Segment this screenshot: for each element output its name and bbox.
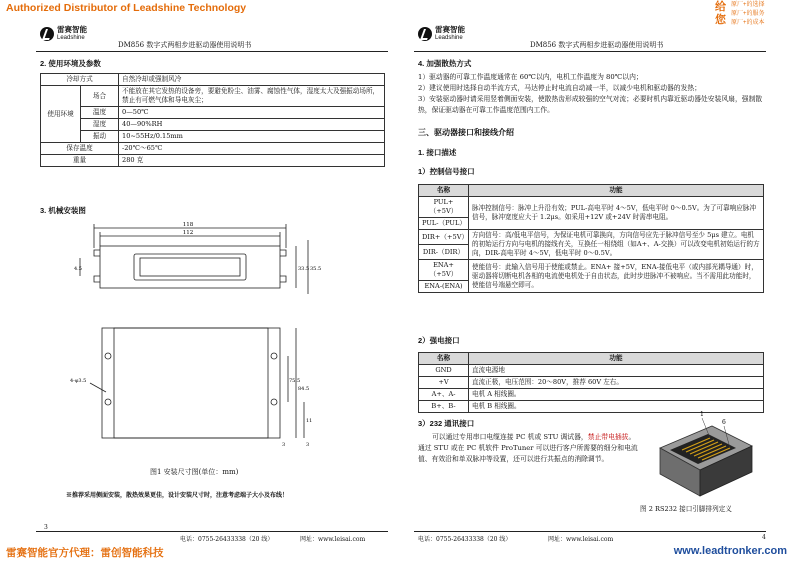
pwr-func-gnd: 直流电源地 bbox=[469, 365, 764, 377]
footer-web-left: 网址：www.leisai.com bbox=[300, 536, 366, 543]
cell-vib-label: 振动 bbox=[81, 131, 119, 143]
environment-table bbox=[40, 73, 385, 167]
cell-weight-value: 280 克 bbox=[119, 155, 385, 167]
sig-name-ena-minus: ENA-(ENA) bbox=[419, 281, 469, 293]
cell-site-label: 场合 bbox=[81, 86, 119, 107]
sig-name-dir-minus: DIR-（DIR） bbox=[419, 245, 469, 260]
cooling-list bbox=[418, 72, 768, 116]
subsection-control-signal: 1）控制信号接口 bbox=[418, 167, 475, 176]
logo-cn: 雷赛智能 bbox=[435, 25, 465, 34]
footer-rule-left bbox=[36, 531, 388, 532]
promise-line-2: 原厂+的服务 bbox=[731, 11, 765, 17]
dim-4-5: 4.5 bbox=[74, 266, 82, 272]
sig-func-pul: 脉冲控制信号：脉冲上升沿有效；PUL-高电平时 4～5V，低电平时 0～0.5V。为了可靠响应脉冲信号，脉冲宽度应大于 1.2μs。如采用+12V 或+24V 时需串电阻。 bbox=[469, 197, 764, 230]
pwr-func-v: 直流正极，电压范围：20～80V，推荐 60V 左右。 bbox=[469, 377, 764, 389]
website-link[interactable]: www.leadtronker.com bbox=[673, 545, 787, 557]
promise-line-3: 原厂+的成本 bbox=[731, 20, 765, 26]
header-rule-right bbox=[414, 51, 766, 52]
pwr-header-name: 名称 bbox=[419, 353, 469, 365]
dim-84-5: 84.5 bbox=[298, 386, 310, 392]
mechanical-drawing-svg bbox=[60, 218, 350, 456]
sig-func-ena: 使能信号：此输入信号用于使能或禁止。ENA+ 接+5V，ENA-接低电平（或内部光耦导通）时，驱动器将切断电机各相的电流使电机处于自由状态，此时步进脉冲不被响应。当不需用此功能时，使能信号端悬空即可。 bbox=[469, 260, 764, 293]
cell-weight-label: 重量 bbox=[41, 155, 119, 167]
page-number-left: 3 bbox=[44, 524, 48, 531]
doc-title-left: DM856 数字式两相步进驱动器使用说明书 bbox=[118, 41, 252, 49]
promise-line-1: 原厂+的选择 bbox=[731, 2, 765, 8]
dim-33-5: 33.5 bbox=[298, 266, 310, 272]
rj-connector-svg bbox=[652, 408, 762, 500]
cell-temp-label: 温度 bbox=[81, 107, 119, 119]
sig-name-dir-plus: DIR+（+5V） bbox=[419, 230, 469, 245]
cooling-item-3: 3）安装驱动器时请采用竖着侧面安装，使散热齿形成较强的空气对流；必要时机内靠近驱动器处安装风扇，强制散热，保证驱动器在可靠工作温度范围内工作。 bbox=[418, 95, 763, 114]
cell-storage-label: 保存温度 bbox=[41, 143, 119, 155]
service-promise-stamp bbox=[715, 0, 787, 38]
pwr-name-v: +V bbox=[419, 377, 469, 389]
cell-humid-label: 湿度 bbox=[81, 119, 119, 131]
page-number-right: 4 bbox=[762, 534, 766, 541]
header-rule-left bbox=[36, 51, 388, 52]
section-interface-title: 三、驱动器接口和接线介绍 bbox=[418, 128, 514, 137]
distributor-banner: Authorized Distributor of Leadshine Technology bbox=[6, 2, 247, 14]
dim-118: 118 bbox=[182, 222, 194, 228]
subsection-232: 3）232 通讯接口 bbox=[418, 419, 475, 428]
side-view-window bbox=[140, 258, 240, 276]
section-3-title: 3. 机械安装图 bbox=[40, 206, 86, 215]
dim-3a: 3 bbox=[282, 442, 286, 448]
sig-name-pul-minus: PUL-（PUL） bbox=[419, 218, 469, 230]
pwr-func-a: 电机 A 相线圈。 bbox=[469, 389, 764, 401]
doc-title-right: DM856 数字式两相步进驱动器使用说明书 bbox=[530, 41, 664, 49]
front-view-body bbox=[102, 328, 280, 438]
pwr-name-b: B+、B- bbox=[419, 401, 469, 413]
dim-hole: 4-φ3.5 bbox=[70, 378, 87, 384]
sig-name-pul-plus: PUL+（+5V） bbox=[419, 197, 469, 218]
side-view-body bbox=[100, 246, 280, 288]
leadshine-logo-right bbox=[418, 26, 465, 42]
mount-hole-tr bbox=[271, 353, 277, 359]
promise-big-text: 给 您 bbox=[715, 0, 726, 26]
dim-35-5: 35.5 bbox=[310, 266, 322, 272]
cooling-item-1: 1）驱动器的可靠工作温度通常在 60℃以内，电机工作温度为 80℃以内； bbox=[418, 73, 643, 81]
front-view-inner bbox=[114, 328, 268, 438]
leadshine-logo-left bbox=[40, 26, 87, 42]
pin-1-label: 1 bbox=[700, 411, 704, 418]
footer-rule-right bbox=[414, 531, 766, 532]
subsection-interface: 1. 接口描述 bbox=[418, 148, 457, 157]
mechanical-drawing bbox=[60, 218, 350, 456]
cooling-item-2: 2）建议使用时选择自动半流方式，马达停止时电流自动减一半，以减少电机和驱动器的发热； bbox=[418, 84, 701, 92]
dim-112: 112 bbox=[182, 230, 194, 236]
footer-web-right: 网址：www.leisai.com bbox=[548, 536, 614, 543]
figure-2-caption: 图 2 RS232 接口引脚排列定义 bbox=[640, 505, 732, 513]
dim-11: 11 bbox=[306, 418, 313, 424]
logo-en: Leadshine bbox=[435, 35, 463, 41]
cell-cooling-label: 冷却方式 bbox=[41, 74, 119, 86]
pwr-name-a: A+、A- bbox=[419, 389, 469, 401]
cell-vib-value: 10~55Hz/0.15mm bbox=[119, 131, 385, 143]
figure-1-caption: 图1 安装尺寸图(单位：mm) bbox=[150, 468, 239, 476]
comm-text-2: 。通过 STU 或在 PC 机软件 ProTuner 可以进行客户所需要的细分和电流值、有效沿和单双脉冲等设置，还可以进行共振点的消除调节。 bbox=[418, 433, 638, 463]
side-view-tabs bbox=[94, 250, 286, 282]
install-note: ※推荐采用侧面安装，散热效果更佳，设计安装尺寸时，注意考虑端子大小及布线！ bbox=[66, 493, 289, 499]
subsection-power: 2）强电接口 bbox=[418, 336, 460, 345]
leadshine-logo-icon bbox=[418, 27, 432, 41]
comm-paragraph bbox=[418, 432, 640, 465]
section-4-title: 4. 加强散热方式 bbox=[418, 59, 472, 68]
comm-warning: 禁止带电插拔 bbox=[587, 433, 629, 441]
sig-header-func: 功能 bbox=[469, 185, 764, 197]
control-signal-table bbox=[418, 184, 764, 293]
footer-phone-left: 电话：0755-26433338（20 线） bbox=[180, 536, 274, 543]
footer-phone-right: 电话：0755-26433338（20 线） bbox=[418, 536, 512, 543]
sig-header-name: 名称 bbox=[419, 185, 469, 197]
sig-func-dir: 方向信号：高/低电平信号，为保证电机可靠换向，方向信号应先于脉冲信号至少 5μs 建立。电机的初始运行方向与电机的接线有关，互换任一相绕组（如A+、A-交换）可以改变电机初始运行的方向，DIR-高电平时 4～5V，低电平时 0～0.5V。 bbox=[469, 230, 764, 260]
dim-75-5: 75.5 bbox=[289, 378, 301, 384]
cell-env-label: 使用环境 bbox=[41, 86, 81, 143]
pwr-name-gnd: GND bbox=[419, 365, 469, 377]
hole-leader bbox=[90, 383, 106, 392]
rs232-connector-image bbox=[652, 408, 762, 500]
dim-3b: 3 bbox=[306, 442, 310, 448]
pin-6-label: 6 bbox=[722, 419, 726, 426]
cell-cooling-value: 自然冷却或强制风冷 bbox=[119, 74, 385, 86]
cell-temp-value: 0—50℃ bbox=[119, 107, 385, 119]
mount-hole-br bbox=[271, 399, 277, 405]
leadshine-logo-icon bbox=[40, 27, 54, 41]
official-agent-banner: 雷赛智能官方代理：雷创智能科技 bbox=[6, 547, 164, 559]
comm-text-1: 可以通过专用串口电缆连接 PC 机或 STU 调试器， bbox=[432, 433, 588, 441]
pwr-header-func: 功能 bbox=[469, 353, 764, 365]
logo-en: Leadshine bbox=[57, 35, 85, 41]
mount-hole-tl bbox=[105, 353, 111, 359]
power-interface-table bbox=[418, 352, 764, 413]
cell-site-value: 不能放在其它发热的设备旁，要避免粉尘、油雾、腐蚀性气体，湿度太大及强振动场所，禁止有可燃气体和导电灰尘； bbox=[119, 86, 385, 107]
mount-hole-bl bbox=[105, 399, 111, 405]
pwr-func-b: 电机 B 相线圈。 bbox=[469, 401, 764, 413]
cell-humid-value: 40—90%RH bbox=[119, 119, 385, 131]
cell-storage-value: -20℃～65℃ bbox=[119, 143, 385, 155]
logo-cn: 雷赛智能 bbox=[57, 25, 87, 34]
sig-name-ena-plus: ENA+（+5V） bbox=[419, 260, 469, 281]
section-2-title: 2. 使用环境及参数 bbox=[40, 59, 101, 68]
